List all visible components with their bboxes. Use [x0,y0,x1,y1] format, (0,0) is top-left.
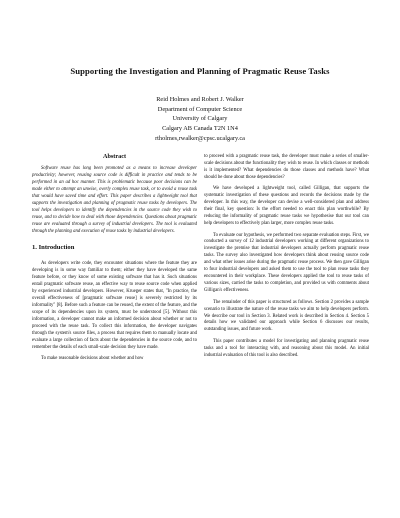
author-names: Reid Holmes and Robert J. Walker [156,96,244,103]
intro-paragraph-2-start: To make reasonable decisions about whether and how [41,356,144,362]
intro-paragraph-5: The remainder of this paper is structured as follows. Section 2 provides a sample scenario to illustrate the nature of the reuse tasks we aim to help developers perform. We describe our tool in Section 3. Related work is described in Section 4. Section 5 details how we validated our approach while Section 6 discusses our results, outstanding issues, and future work. [204,299,369,333]
department: Department of Computer Science [157,105,243,113]
abstract-heading: Abstract [102,153,127,160]
right-column [204,154,369,364]
abstract-text: Software reuse has long been promoted as a means to increase developer productivity; however, reusing source code is difficult in practice and tends to be performed in an ad hoc manner. This is problematic because poor decisions can be made either to attempt an unwise, overly complex reuse task, or to avoid a reuse task that would have saved time and effort. This paper describes a lightweight tool that supports the investigation and planning of pragmatic reuse tasks by developers. The tool helps developers to identify the dependencies in the source code they wish to reuse, and to decide how to deal with those dependencies. Questions about pragmatic reuse are evaluated through a survey of industrial developers. The tool is evaluated through the planning and execution of reuse tasks by industrial developers. [32,165,197,234]
intro-paragraph-2-cont: to proceed with a pragmatic reuse task, the developer must make a series of smaller-scale decisions about the functionality they wish to reuse. In which classes or methods is it implemented? What dependencies do those classes and methods have? What should be done about those dependencies? [204,154,369,180]
paper-title: Supporting the Investigation and Planning of Pragmatic Reuse Tasks [70,66,330,76]
intro-paragraph-3: We have developed a lightweight tool, called Gilligan, that supports the systematic investigation of these questions and records the decisions made by the developer. In this way, the developer can devise a well-considered plan and address their final, key question: Is the effort needed to enact this plan worthwhile? By reducing the informality of pragmatic reuse tasks we hypothesise that our tool can help developers to effectively plan larger, more complex reuse tasks. [204,186,369,227]
section-heading-introduction: 1. Introduction [32,244,75,252]
intro-paragraph-4: To evaluate our hypothesis, we performed two separate evaluation steps. First, we conducted a survey of 12 industrial developers working at different organizations to investigate the premise that industrial developers actually perform pragmatic reuse tasks. The survey also investigated how developers think about reusing source code and what other issues arise during the pragmatic reuse process. We then gave Gilligan to four industrial developers and asked them to use the tool to plan reuse tasks they encountered in their workplace. These developers applied the tool to reuse tasks of various sizes, carried the tasks to completion, and provided us with comments about Gilligan's effectiveness. [204,232,369,294]
author-block [0,95,400,144]
intro-paragraph-1: As developers write code, they encounter situations where the feature they are developing is in some way familiar to them; either they have developed the same feature before, or they know of some existing software that has it. Such situations entail pragmatic software reuse, an effective way to reuse source code when applied by experienced industrial developers. However, Krueger states that, "In practice, the overall effectiveness of [pragmatic software reuse] is severely restricted by its informality" [8]. Before such a feature can be reused, the extent of the feature, and the scope of its dependencies upon its system, must be understood [5]. Without this information, a developer cannot make an informed decision about whether or not to proceed with the reuse task. To collect this information, the developer navigates through the system's source files, a process that requires them to manually locate and evaluate a large collection of facts about the dependencies in the source code, and to remember the details of each small-scale decision they have made. [32,261,197,350]
intro-paragraph-6: This paper contributes a model for investigating and planning pragmatic reuse tasks and a tool for interacting with, and reasoning about this model. An initial industrial evaluation of this tool is also described. [204,338,369,358]
email: rtholmes,rwalker@cpsc.ucalgary.ca [155,134,245,142]
left-column [32,154,197,368]
address: Calgary AB Canada T2N 1N4 [162,125,238,133]
university: University of Calgary [172,115,228,123]
